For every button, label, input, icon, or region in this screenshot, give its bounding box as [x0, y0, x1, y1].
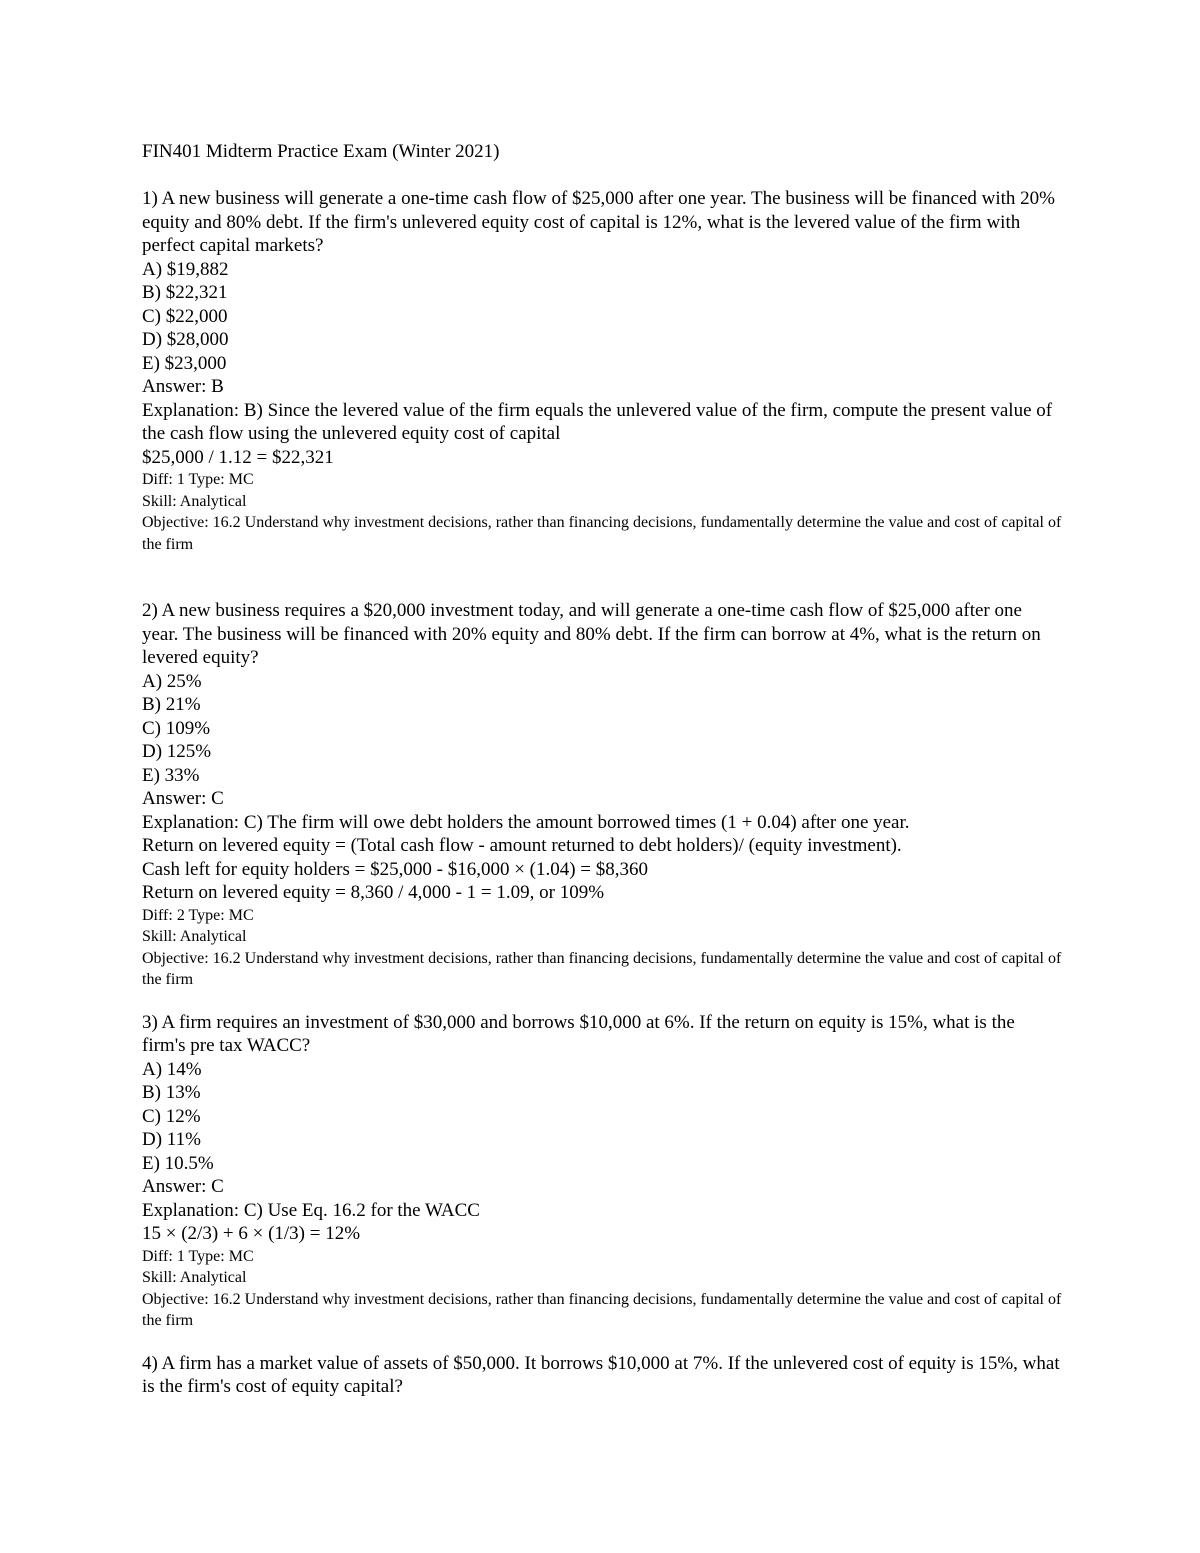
- option-b: B) 21%: [142, 694, 201, 715]
- option-e: E) 33%: [142, 764, 200, 786]
- option-b: B) $22,321: [142, 282, 228, 303]
- option-e: E) $23,000: [142, 352, 227, 374]
- answer: Answer: B: [142, 376, 224, 397]
- calculation-line: Cash left for equity holders = $25,000 - $16,000 × (1.04) = $8,360: [142, 858, 649, 880]
- calculation-line: Return on levered equity = (Total cash flow - amount returned to debt holders)/ (equity investment).: [142, 835, 902, 856]
- option-a: A) 25%: [142, 670, 202, 692]
- difficulty: Diff: 2 Type: MC: [142, 906, 254, 924]
- calculation-line: Return on levered equity = 8,360 / 4,000 - 1 = 1.09, or 109%: [142, 882, 605, 903]
- exam-title: FIN401 Midterm Practice Exam (Winter 2021): [142, 141, 500, 162]
- calculation-line: 15 × (2/3) + 6 × (1/3) = 12%: [142, 1223, 361, 1244]
- objective: Objective: 16.2 Understand why investment decisions, rather than financing decisions, fundamentally determine the value and cost of capital of the firm: [142, 949, 1062, 988]
- option-c: C) 109%: [142, 717, 211, 739]
- explanation: Explanation: C) Use Eq. 16.2 for the WACC: [142, 1199, 480, 1221]
- option-d: D) 125%: [142, 741, 212, 762]
- objective: Objective: 16.2 Understand why investment decisions, rather than financing decisions, fundamentally determine the value and cost of capital of the firm: [142, 1290, 1062, 1329]
- question-stem: 4) A firm has a market value of assets of $50,000. It borrows $10,000 at 7%. If the unlevered cost of equity is 15%, what is the firm's cost of equity capital?: [142, 1352, 1060, 1397]
- explanation: Explanation: C) The firm will owe debt holders the amount borrowed times (1 + 0.04) after one year.: [142, 811, 910, 833]
- question-4: [142, 1352, 1062, 1399]
- skill: Skill: Analytical: [142, 492, 247, 510]
- question-stem: 2) A new business requires a $20,000 investment today, and will generate a one-time cash flow of $25,000 after one year. The business will be financed with 20% equity and 80% debt. If the firm can borrow at 4%, what is the return on levered equity?: [142, 600, 1041, 668]
- exam-page: [142, 140, 1062, 1399]
- question-stem: 3) A firm requires an investment of $30,000 and borrows $10,000 at 6%. If the return on equity is 15%, what is the firm's pre tax WACC?: [142, 1011, 1015, 1056]
- option-a: A) $19,882: [142, 258, 229, 280]
- question-stem: 1) A new business will generate a one-time cash flow of $25,000 after one year. The business will be financed with 20% equity and 80% debt. If the firm's unlevered equity cost of capital is 12%, what is the levered value of the firm with perfect capital markets?: [142, 188, 1055, 256]
- question-3: [142, 1011, 1062, 1332]
- option-c: C) 12%: [142, 1105, 201, 1127]
- calculation-line: $25,000 / 1.12 = $22,321: [142, 446, 334, 468]
- option-e: E) 10.5%: [142, 1152, 214, 1174]
- explanation: Explanation: B) Since the levered value of the firm equals the unlevered value of the firm, compute the present value of the cash flow using the unlevered equity cost of capital: [142, 399, 1053, 444]
- skill: Skill: Analytical: [142, 1269, 247, 1286]
- skill: Skill: Analytical: [142, 928, 247, 945]
- option-d: D) 11%: [142, 1129, 201, 1150]
- difficulty: Diff: 1 Type: MC: [142, 1247, 254, 1265]
- question-1: [142, 187, 1062, 555]
- answer: Answer: C: [142, 1176, 224, 1197]
- option-c: C) $22,000: [142, 305, 228, 327]
- difficulty: Diff: 1 Type: MC: [142, 471, 254, 488]
- option-a: A) 14%: [142, 1058, 202, 1080]
- question-2: [142, 599, 1062, 991]
- answer: Answer: C: [142, 788, 224, 809]
- option-b: B) 13%: [142, 1082, 201, 1103]
- objective: Objective: 16.2 Understand why investment decisions, rather than financing decisions, fundamentally determine the value and cost of capital of the firm: [142, 514, 1062, 553]
- option-d: D) $28,000: [142, 329, 229, 350]
